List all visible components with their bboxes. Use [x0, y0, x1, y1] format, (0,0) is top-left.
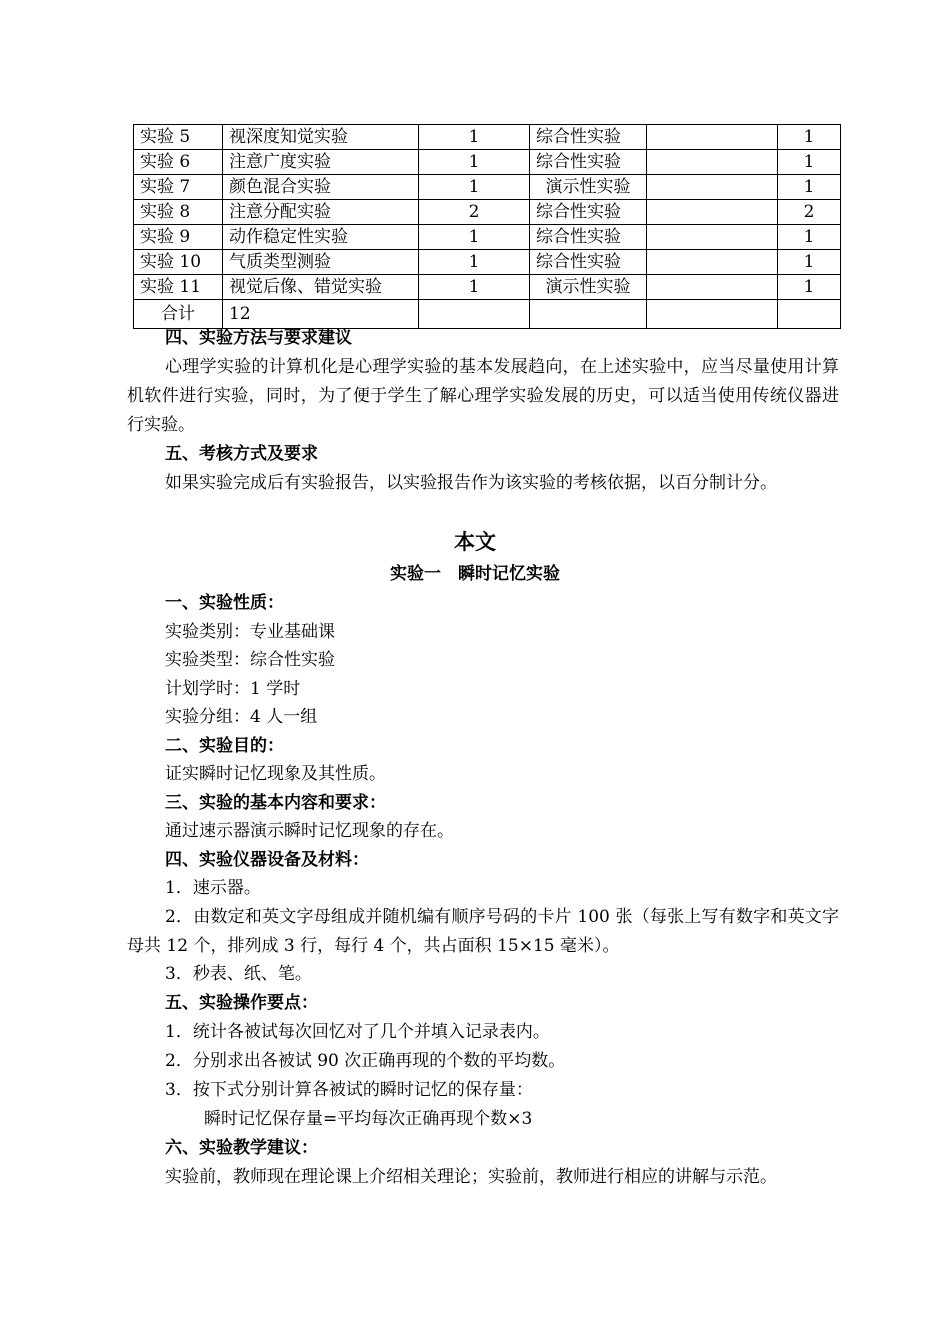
- exp-note-cell: [647, 150, 778, 175]
- exp-material-2: 2．由数定和英文字母组成并随机编有顺序号码的卡片 100 张（每张上写有数字和英文字母共 12 个，排列成 3 行，每行 4 个，共占面积 15×15 毫米）。: [127, 907, 839, 956]
- exp-formula: 瞬时记忆保存量=平均每次正确再现个数×3: [204, 1109, 533, 1129]
- exp-id-cell: 实验 10: [134, 250, 223, 275]
- section5-heading: 五、考核方式及要求: [165, 444, 318, 464]
- exp-id-cell: 实验 5: [134, 125, 223, 150]
- exp-heading-advice: 六、实验教学建议：: [165, 1138, 318, 1158]
- exp-name-cell: 颜色混合实验: [223, 175, 419, 200]
- exp-hours-cell: 1: [419, 150, 530, 175]
- exp-hours-cell: 1: [419, 275, 530, 300]
- experiment-table-body: [134, 125, 841, 329]
- total-label-cell: 合计: [134, 300, 223, 329]
- exp-type-cell: 演示性实验: [530, 275, 647, 300]
- table-row: [134, 200, 841, 225]
- exp-procedure-1: 1．统计各被试每次回忆对了几个并填入记录表内。: [165, 1022, 550, 1042]
- exp-id-cell: 实验 7: [134, 175, 223, 200]
- exp-name-cell: 视觉后像、错觉实验: [223, 275, 419, 300]
- exp-type-cell: 综合性实验: [530, 200, 647, 225]
- exp-type-cell: 综合性实验: [530, 125, 647, 150]
- exp-count-cell: 1: [778, 250, 841, 275]
- main-title: 本文: [454, 529, 496, 554]
- exp-heading-procedure: 五、实验操作要点：: [165, 993, 318, 1013]
- table-row: [134, 150, 841, 175]
- exp-procedure-2: 2．分别求出各被试 90 次正确再现的个数的平均数。: [165, 1051, 566, 1071]
- exp-hours-cell: 1: [419, 175, 530, 200]
- exp-name-cell: 动作稳定性实验: [223, 225, 419, 250]
- exp-hours-cell: 2: [419, 200, 530, 225]
- exp-group: 实验分组：4 人一组: [165, 707, 318, 727]
- exp-count-cell: 1: [778, 225, 841, 250]
- experiment-title: 实验一 瞬时记忆实验: [390, 564, 560, 584]
- exp-id-cell: 实验 11: [134, 275, 223, 300]
- exp-type-cell: 综合性实验: [530, 225, 647, 250]
- table-row: [134, 275, 841, 300]
- exp-hours-cell: 1: [419, 250, 530, 275]
- exp-note-cell: [647, 225, 778, 250]
- empty-cell: [647, 300, 778, 329]
- total-value-cell: 12: [223, 300, 419, 329]
- empty-cell: [530, 300, 647, 329]
- exp-type: 实验类型：综合性实验: [165, 650, 335, 670]
- table-row: [134, 125, 841, 150]
- empty-cell: [778, 300, 841, 329]
- exp-purpose: 证实瞬时记忆现象及其性质。: [165, 764, 386, 784]
- exp-id-cell: 实验 8: [134, 200, 223, 225]
- exp-name-cell: 气质类型测验: [223, 250, 419, 275]
- exp-advice: 实验前，教师现在理论课上介绍相关理论；实验前，教师进行相应的讲解与示范。: [165, 1167, 777, 1187]
- exp-note-cell: [647, 275, 778, 300]
- exp-heading-content: 三、实验的基本内容和要求：: [165, 793, 386, 813]
- exp-hours: 计划学时：1 学时: [165, 679, 301, 699]
- exp-hours-cell: 1: [419, 125, 530, 150]
- section5-body: 如果实验完成后有实验报告，以实验报告作为该实验的考核依据，以百分制计分。: [165, 473, 777, 493]
- exp-name-cell: 注意分配实验: [223, 200, 419, 225]
- exp-hours-cell: 1: [419, 225, 530, 250]
- exp-material-3: 3．秒表、纸、笔。: [165, 964, 312, 984]
- exp-note-cell: [647, 125, 778, 150]
- exp-category: 实验类别：专业基础课: [165, 622, 335, 642]
- exp-type-cell: 综合性实验: [530, 250, 647, 275]
- exp-count-cell: 1: [778, 125, 841, 150]
- exp-type-cell: 演示性实验: [530, 175, 647, 200]
- exp-note-cell: [647, 175, 778, 200]
- exp-name-cell: 注意广度实验: [223, 150, 419, 175]
- exp-type-cell: 综合性实验: [530, 150, 647, 175]
- section4-body: 心理学实验的计算机化是心理学实验的基本发展趋向，在上述实验中，应当尽量使用计算机软件进行实验，同时，为了便于学生了解心理学实验发展的历史，可以适当使用传统仪器进行实验。: [127, 357, 839, 435]
- exp-heading-materials: 四、实验仪器设备及材料：: [165, 850, 369, 870]
- empty-cell: [419, 300, 530, 329]
- exp-id-cell: 实验 9: [134, 225, 223, 250]
- exp-count-cell: 2: [778, 200, 841, 225]
- table-row: [134, 225, 841, 250]
- exp-content: 通过速示器演示瞬时记忆现象的存在。: [165, 821, 454, 841]
- experiment-table: [133, 124, 841, 329]
- exp-count-cell: 1: [778, 275, 841, 300]
- exp-note-cell: [647, 200, 778, 225]
- exp-material-1: 1．速示器。: [165, 878, 261, 898]
- exp-heading-nature: 一、实验性质：: [165, 593, 284, 613]
- exp-id-cell: 实验 6: [134, 150, 223, 175]
- exp-count-cell: 1: [778, 175, 841, 200]
- section4-heading: 四、实验方法与要求建议: [165, 328, 352, 348]
- exp-name-cell: 视深度知觉实验: [223, 125, 419, 150]
- exp-heading-purpose: 二、实验目的：: [165, 736, 284, 756]
- table-row: [134, 175, 841, 200]
- exp-procedure-3: 3．按下式分别计算各被试的瞬时记忆的保存量：: [165, 1080, 533, 1100]
- exp-note-cell: [647, 250, 778, 275]
- exp-count-cell: 1: [778, 150, 841, 175]
- table-row: [134, 250, 841, 275]
